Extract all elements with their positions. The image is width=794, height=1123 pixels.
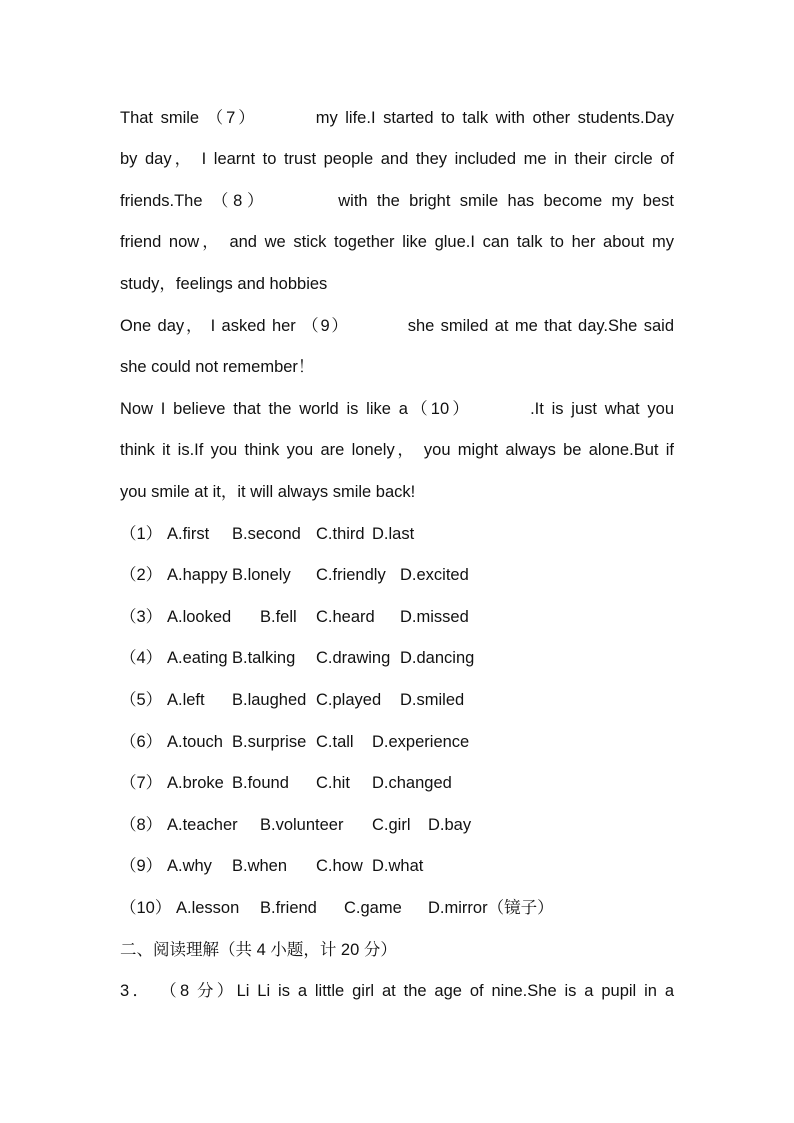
- option-b: B.friend: [260, 899, 317, 917]
- option-b: B.talking: [232, 649, 296, 667]
- option-b: B.surprise: [232, 733, 307, 751]
- option-c: C.game: [344, 899, 402, 917]
- question-3-line: 3． （8 分）Li Li is a little girl at the age of nine.She is a pupil in a: [120, 982, 674, 1000]
- question-number: （2）: [120, 566, 163, 584]
- option-b: B.found: [232, 774, 289, 792]
- passage-text: friends.The （8）: [120, 192, 269, 210]
- section-heading: 二、阅读理解（共 4 小题，计 20 分）: [120, 941, 397, 959]
- option-a: A.happy: [167, 566, 228, 584]
- option-b: B.lonely: [232, 566, 291, 584]
- passage-text: my life.I started to talk with other students.Day: [315, 109, 674, 127]
- question-number: （5）: [120, 691, 163, 709]
- question-number: （4）: [120, 649, 163, 667]
- question-number: （8）: [120, 816, 163, 834]
- option-d: D.missed: [400, 608, 469, 626]
- option-a: A.left: [167, 691, 205, 709]
- passage-line-10: you smile at it，it will always smile back!: [120, 483, 416, 501]
- option-d: D.what: [372, 857, 424, 875]
- question-number: （10）: [120, 899, 172, 917]
- option-d: D.excited: [400, 566, 469, 584]
- option-c: C.tall: [316, 733, 354, 751]
- option-d: D.mirror（镜子）: [428, 899, 554, 917]
- option-a: A.broke: [167, 774, 224, 792]
- option-d: D.changed: [372, 774, 452, 792]
- question-number: （7）: [120, 774, 163, 792]
- option-c: C.how: [316, 857, 363, 875]
- passage-line-1: [120, 107, 674, 129]
- passage-line-5: study，feelings and hobbies: [120, 275, 328, 293]
- option-c: C.third: [316, 525, 365, 543]
- option-c: C.friendly: [316, 566, 386, 584]
- option-d: D.bay: [428, 816, 472, 834]
- option-a: A.teacher: [167, 816, 238, 834]
- option-b: B.fell: [260, 608, 297, 626]
- option-c: C.girl: [372, 816, 411, 834]
- passage-text: That smile （7）: [120, 109, 258, 127]
- passage-text: she smiled at me that day.She said: [407, 317, 674, 335]
- option-d: D.experience: [372, 733, 470, 751]
- passage-line-6: [120, 315, 674, 337]
- passage-line-4: friend now， and we stick together like glue.I can talk to her about my: [120, 233, 674, 251]
- option-c: C.hit: [316, 774, 350, 792]
- option-a: A.lesson: [176, 899, 240, 917]
- option-d: D.dancing: [400, 649, 475, 667]
- option-a: A.looked: [167, 608, 232, 626]
- option-c: C.drawing: [316, 649, 391, 667]
- passage-line-9: think it is.If you think you are lonely， you might always be alone.But if: [120, 441, 674, 459]
- passage-text: One day， I asked her （9）: [120, 317, 350, 335]
- option-a: A.why: [167, 857, 212, 875]
- passage-line-8: [120, 398, 674, 420]
- question-number: （3）: [120, 608, 163, 626]
- option-b: B.when: [232, 857, 288, 875]
- question-number: （9）: [120, 857, 163, 875]
- option-c: C.played: [316, 691, 382, 709]
- option-b: B.second: [232, 525, 301, 543]
- option-c: C.heard: [316, 608, 375, 626]
- question-number: （6）: [120, 733, 163, 751]
- option-a: A.eating: [167, 649, 228, 667]
- passage-line-3: [120, 190, 674, 212]
- option-a: A.first: [167, 525, 210, 543]
- passage-text: .It is just what you: [530, 400, 675, 418]
- option-b: B.laughed: [232, 691, 307, 709]
- option-d: D.last: [372, 525, 415, 543]
- passage-text: Now I believe that the world is like a（10）: [120, 400, 473, 418]
- passage-text: with the bright smile has become my best: [338, 192, 674, 210]
- option-d: D.smiled: [400, 691, 465, 709]
- question-number: （1）: [120, 525, 163, 543]
- passage-line-7: she could not remember！: [120, 358, 315, 376]
- option-b: B.volunteer: [260, 816, 344, 834]
- passage-line-2: by day， I learnt to trust people and they included me in their circle of: [120, 150, 674, 168]
- option-a: A.touch: [167, 733, 223, 751]
